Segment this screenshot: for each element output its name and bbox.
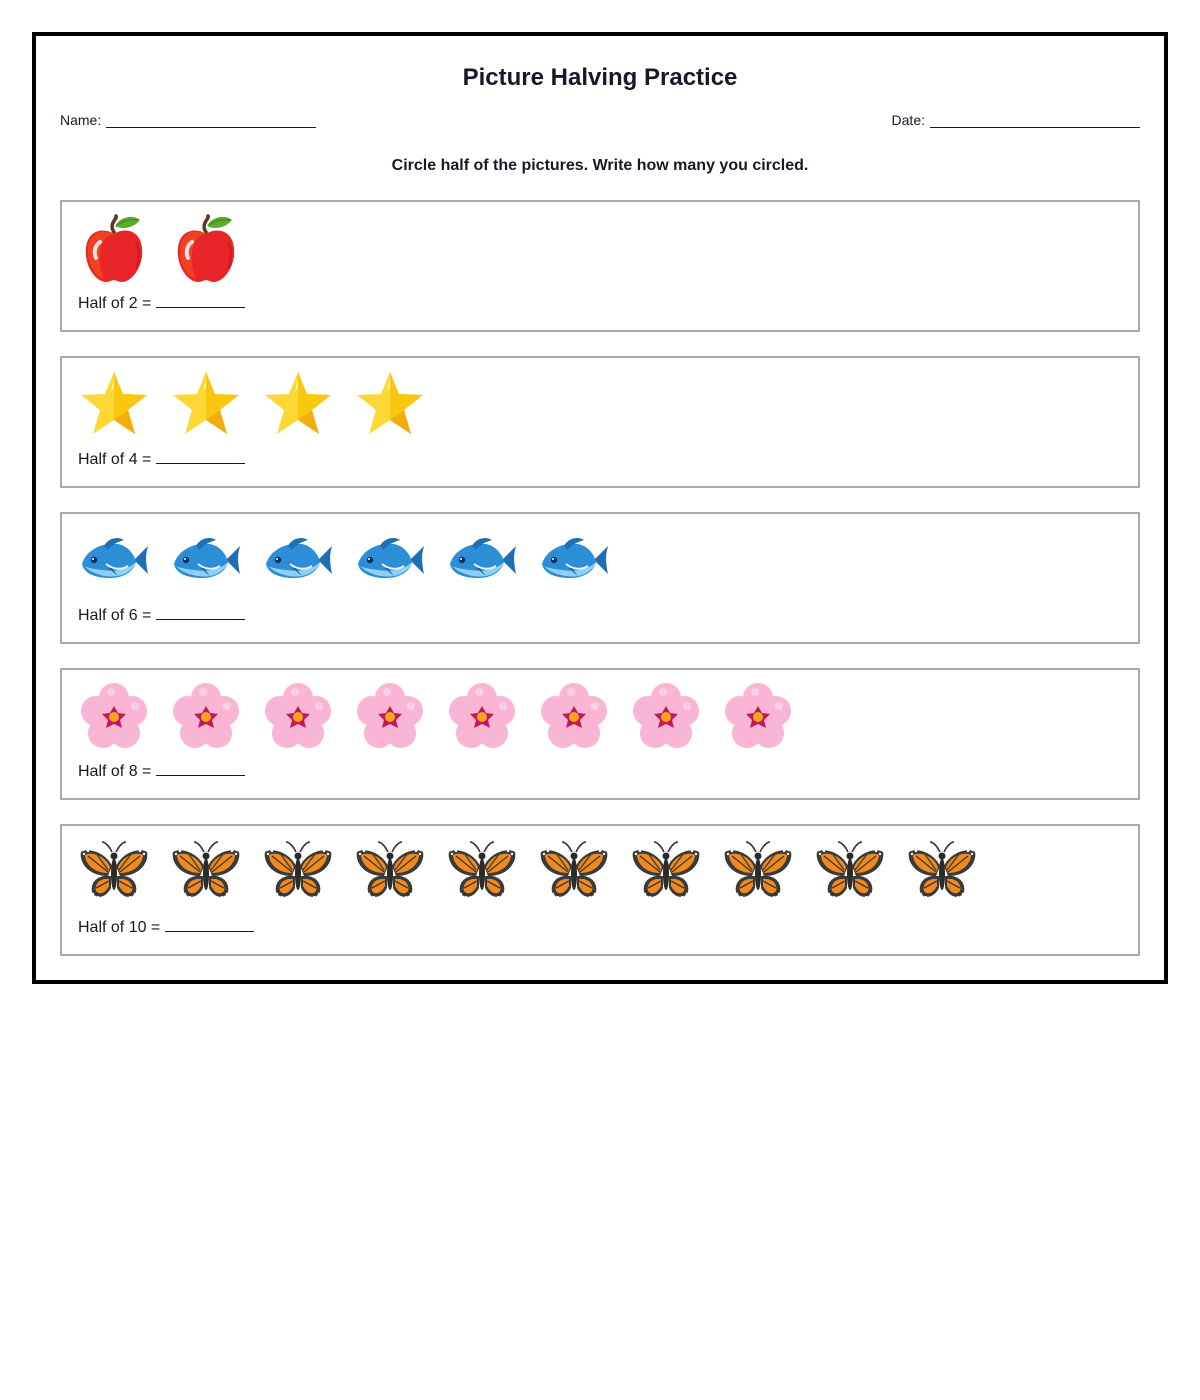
star-icon[interactable] bbox=[170, 368, 242, 440]
fish-icon[interactable] bbox=[538, 524, 610, 596]
answer-blank[interactable] bbox=[156, 448, 245, 464]
problem-row bbox=[60, 824, 1140, 956]
date-blank[interactable] bbox=[930, 113, 1140, 128]
flower-icon[interactable] bbox=[170, 680, 242, 752]
fish-icon[interactable] bbox=[262, 524, 334, 596]
fish-icon[interactable] bbox=[446, 524, 518, 596]
star-icon[interactable] bbox=[354, 368, 426, 440]
fish-icon[interactable] bbox=[78, 524, 150, 596]
answer-prompt: Half of 4 = bbox=[78, 451, 152, 468]
answer-blank[interactable] bbox=[156, 292, 245, 308]
worksheet bbox=[32, 32, 1168, 984]
name-field[interactable] bbox=[60, 112, 316, 128]
butterfly-icon[interactable] bbox=[446, 836, 518, 908]
butterfly-icon[interactable] bbox=[906, 836, 978, 908]
answer-prompt: Half of 10 = bbox=[78, 919, 161, 936]
answer-prompt: Half of 8 = bbox=[78, 763, 152, 780]
fish-icon[interactable] bbox=[170, 524, 242, 596]
problem-list bbox=[60, 200, 1140, 980]
problem-row bbox=[60, 512, 1140, 644]
flower-icon[interactable] bbox=[630, 680, 702, 752]
flower-icon[interactable] bbox=[78, 680, 150, 752]
butterfly-icon[interactable] bbox=[354, 836, 426, 908]
apple-icon[interactable] bbox=[78, 212, 150, 284]
answer-blank[interactable] bbox=[156, 760, 245, 776]
flower-icon[interactable] bbox=[354, 680, 426, 752]
answer-blank[interactable] bbox=[165, 916, 254, 932]
name-label: Name: bbox=[60, 112, 102, 128]
date-field[interactable] bbox=[892, 112, 1140, 128]
problem-row bbox=[60, 200, 1140, 332]
butterfly-icon[interactable] bbox=[262, 836, 334, 908]
instructions: Circle half of the pictures. Write how many you circled. bbox=[391, 157, 809, 174]
answer-line bbox=[78, 604, 245, 625]
picture-group bbox=[78, 212, 242, 284]
butterfly-icon[interactable] bbox=[78, 836, 150, 908]
flower-icon[interactable] bbox=[538, 680, 610, 752]
answer-prompt: Half of 6 = bbox=[78, 607, 152, 624]
picture-group bbox=[78, 836, 978, 908]
picture-group bbox=[78, 680, 794, 752]
butterfly-icon[interactable] bbox=[814, 836, 886, 908]
star-icon[interactable] bbox=[78, 368, 150, 440]
butterfly-icon[interactable] bbox=[722, 836, 794, 908]
apple-icon[interactable] bbox=[170, 212, 242, 284]
fish-icon[interactable] bbox=[354, 524, 426, 596]
butterfly-icon[interactable] bbox=[630, 836, 702, 908]
butterfly-icon[interactable] bbox=[538, 836, 610, 908]
star-icon[interactable] bbox=[262, 368, 334, 440]
answer-blank[interactable] bbox=[156, 604, 245, 620]
flower-icon[interactable] bbox=[262, 680, 334, 752]
problem-row bbox=[60, 356, 1140, 488]
answer-line bbox=[78, 916, 254, 937]
butterfly-icon[interactable] bbox=[170, 836, 242, 908]
name-blank[interactable] bbox=[106, 113, 316, 128]
answer-prompt: Half of 2 = bbox=[78, 295, 152, 312]
flower-icon[interactable] bbox=[722, 680, 794, 752]
worksheet-title: Picture Halving Practice bbox=[462, 64, 738, 91]
answer-line bbox=[78, 292, 245, 313]
answer-line bbox=[78, 760, 245, 781]
flower-icon[interactable] bbox=[446, 680, 518, 752]
picture-group bbox=[78, 524, 610, 596]
date-label: Date: bbox=[891, 112, 925, 128]
problem-row bbox=[60, 668, 1140, 800]
answer-line bbox=[78, 448, 245, 469]
picture-group bbox=[78, 368, 426, 440]
